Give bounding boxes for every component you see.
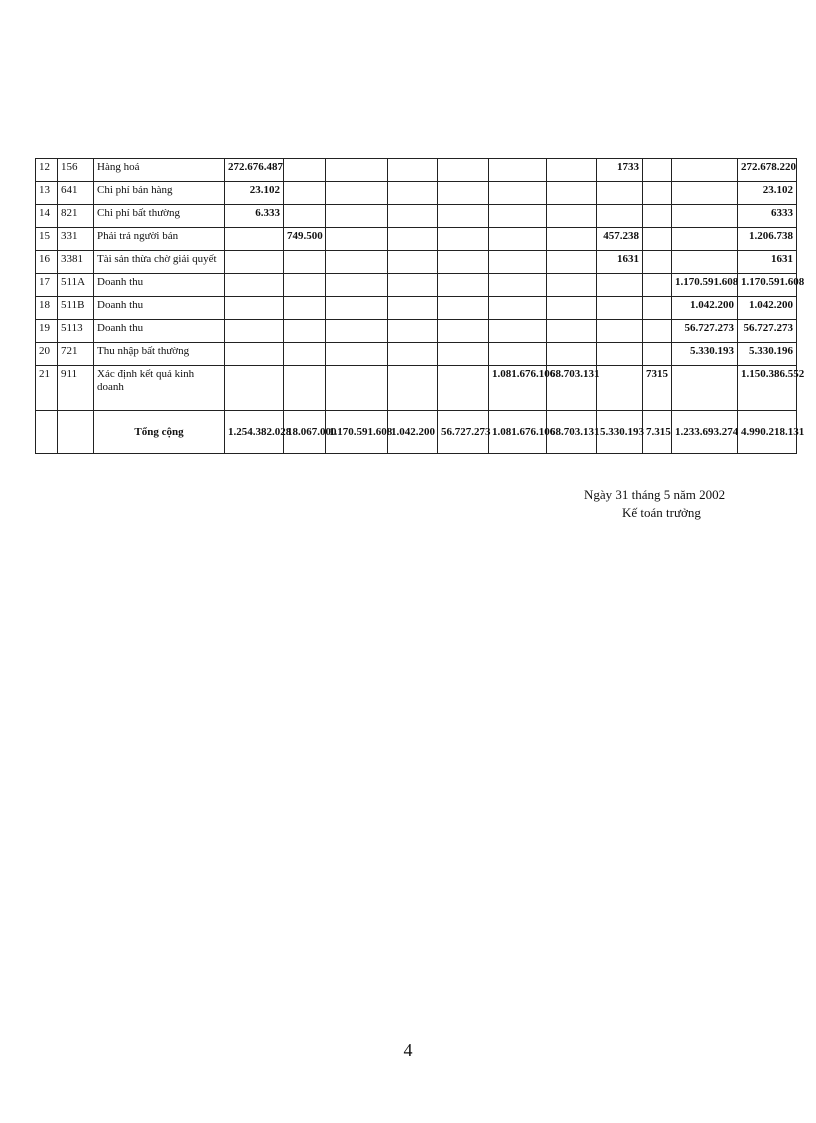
total-amount-cell: 1.081.676.106 [489, 411, 547, 454]
table-row [36, 205, 797, 228]
total-amount-cell: 1.233.693.274 [672, 411, 738, 454]
table-row [36, 251, 797, 274]
amount-cell [672, 182, 738, 205]
row-index-cell: 12 [36, 159, 58, 182]
ledger-body [36, 159, 805, 454]
amount-cell [284, 366, 326, 411]
amount-cell [597, 320, 643, 343]
amount-cell [438, 251, 489, 274]
amount-cell: 7315 [643, 366, 672, 411]
account-name-cell: Doanh thu [94, 320, 225, 343]
amount-cell [438, 320, 489, 343]
amount-cell [225, 297, 284, 320]
amount-cell [489, 297, 547, 320]
signature-block [584, 486, 725, 522]
account-code-cell: 5113 [58, 320, 94, 343]
table-row [36, 320, 797, 343]
amount-cell [489, 205, 547, 228]
amount-cell [643, 251, 672, 274]
amount-cell [438, 366, 489, 411]
amount-cell [225, 366, 284, 411]
amount-cell [672, 228, 738, 251]
signature-date: Ngày 31 tháng 5 năm 2002 [584, 487, 726, 502]
account-code-cell: 911 [58, 366, 94, 411]
amount-cell [388, 274, 438, 297]
amount-cell [326, 274, 388, 297]
account-name-cell: Xác định kết quả kinh doanh [94, 366, 225, 411]
amount-cell [388, 343, 438, 366]
amount-cell: 23.102 [225, 182, 284, 205]
empty-cell [58, 411, 94, 454]
amount-cell [284, 297, 326, 320]
amount-cell [326, 205, 388, 228]
amount-cell: 1631 [738, 251, 797, 274]
amount-cell: 56.727.273 [672, 320, 738, 343]
amount-cell [438, 205, 489, 228]
amount-cell: 1.206.738 [738, 228, 797, 251]
amount-cell [438, 159, 489, 182]
amount-cell [388, 297, 438, 320]
amount-cell: 23.102 [738, 182, 797, 205]
amount-cell: 1.042.200 [672, 297, 738, 320]
table-row [36, 366, 797, 411]
amount-cell: 68.703.131 [547, 366, 597, 411]
amount-cell [326, 159, 388, 182]
amount-cell [225, 251, 284, 274]
row-index-cell: 17 [36, 274, 58, 297]
amount-cell [643, 343, 672, 366]
amount-cell [643, 205, 672, 228]
amount-cell: 272.678.220 [738, 159, 797, 182]
amount-cell: 1733 [597, 159, 643, 182]
amount-cell: 1.150.386.552 [738, 366, 797, 411]
amount-cell [672, 366, 738, 411]
amount-cell: 6.333 [225, 205, 284, 228]
total-label-cell: Tổng cộng [94, 411, 225, 454]
table-row [36, 343, 797, 366]
amount-cell [643, 274, 672, 297]
row-index-cell: 14 [36, 205, 58, 228]
ledger-table [35, 158, 805, 454]
empty-cell [36, 411, 58, 454]
amount-cell [284, 251, 326, 274]
amount-cell [326, 228, 388, 251]
total-amount-cell: 1.170.591.608 [326, 411, 388, 454]
amount-cell [388, 228, 438, 251]
amount-cell [284, 182, 326, 205]
amount-cell [597, 343, 643, 366]
amount-cell [225, 320, 284, 343]
amount-cell: 6333 [738, 205, 797, 228]
amount-cell [643, 228, 672, 251]
amount-cell [547, 159, 597, 182]
account-name-cell: Phải trả người bán [94, 228, 225, 251]
amount-cell [597, 274, 643, 297]
amount-cell: 1.081.676.106 [489, 366, 547, 411]
table-row [36, 297, 797, 320]
total-amount-cell: 18.067.000 [284, 411, 326, 454]
amount-cell [326, 320, 388, 343]
amount-cell [284, 320, 326, 343]
table-row [36, 159, 797, 182]
amount-cell: 5.330.196 [738, 343, 797, 366]
row-index-cell: 21 [36, 366, 58, 411]
amount-cell: 1.170.591.608 [738, 274, 797, 297]
amount-cell [388, 182, 438, 205]
amount-cell [388, 159, 438, 182]
total-amount-cell: 5.330.193 [597, 411, 643, 454]
signature-title: Kế toán trưởng [622, 505, 701, 520]
amount-cell [438, 182, 489, 205]
row-index-cell: 15 [36, 228, 58, 251]
amount-cell [438, 297, 489, 320]
amount-cell [326, 251, 388, 274]
account-name-cell: Thu nhập bất thường [94, 343, 225, 366]
account-name-cell: Tài sản thừa chờ giải quyết [94, 251, 225, 274]
amount-cell [547, 251, 597, 274]
account-name-cell: Hàng hoá [94, 159, 225, 182]
amount-cell [597, 205, 643, 228]
amount-cell: 272.676.487 [225, 159, 284, 182]
account-code-cell: 821 [58, 205, 94, 228]
account-code-cell: 511A [58, 274, 94, 297]
amount-cell [672, 159, 738, 182]
amount-cell [489, 320, 547, 343]
row-index-cell: 16 [36, 251, 58, 274]
amount-cell [326, 366, 388, 411]
amount-cell: 1.042.200 [738, 297, 797, 320]
amount-cell [643, 297, 672, 320]
table-row [36, 228, 797, 251]
amount-cell: 1.170.591.608 [672, 274, 738, 297]
account-code-cell: 721 [58, 343, 94, 366]
row-index-cell: 20 [36, 343, 58, 366]
amount-cell [388, 251, 438, 274]
total-amount-cell: 68.703.131 [547, 411, 597, 454]
account-code-cell: 331 [58, 228, 94, 251]
total-amount-cell: 4.990.218.131 [738, 411, 797, 454]
amount-cell [643, 159, 672, 182]
account-code-cell: 156 [58, 159, 94, 182]
amount-cell [643, 320, 672, 343]
amount-cell [284, 159, 326, 182]
total-amount-cell: 56.727.273 [438, 411, 489, 454]
amount-cell [489, 251, 547, 274]
amount-cell [225, 274, 284, 297]
row-index-cell: 18 [36, 297, 58, 320]
amount-cell [388, 320, 438, 343]
amount-cell [489, 159, 547, 182]
amount-cell [438, 274, 489, 297]
amount-cell [672, 205, 738, 228]
account-code-cell: 641 [58, 182, 94, 205]
amount-cell [326, 182, 388, 205]
amount-cell [489, 228, 547, 251]
amount-cell [547, 320, 597, 343]
row-index-cell: 13 [36, 182, 58, 205]
amount-cell [284, 205, 326, 228]
total-amount-cell: 1.254.382.028 [225, 411, 284, 454]
amount-cell [388, 366, 438, 411]
total-amount-cell: 1.042.200 [388, 411, 438, 454]
page-number: 4 [403, 1040, 413, 1060]
amount-cell [489, 182, 547, 205]
table-row [36, 182, 797, 205]
amount-cell [547, 297, 597, 320]
amount-cell [547, 228, 597, 251]
table-row [36, 274, 797, 297]
amount-cell: 56.727.273 [738, 320, 797, 343]
amount-cell [326, 343, 388, 366]
amount-cell [597, 182, 643, 205]
total-amount-cell: 7.315 [643, 411, 672, 454]
amount-cell: 749.500 [284, 228, 326, 251]
account-name-cell: Doanh thu [94, 297, 225, 320]
amount-cell [438, 343, 489, 366]
amount-cell [284, 343, 326, 366]
amount-cell [326, 297, 388, 320]
amount-cell: 5.330.193 [672, 343, 738, 366]
amount-cell [547, 274, 597, 297]
amount-cell [597, 297, 643, 320]
total-row [36, 411, 797, 454]
amount-cell: 1631 [597, 251, 643, 274]
row-index-cell: 19 [36, 320, 58, 343]
amount-cell [547, 343, 597, 366]
account-code-cell: 3381 [58, 251, 94, 274]
amount-cell [388, 205, 438, 228]
amount-cell [547, 205, 597, 228]
amount-cell [597, 366, 643, 411]
amount-cell: 457.238 [597, 228, 643, 251]
amount-cell [225, 343, 284, 366]
account-name-cell: Chi phí bất thường [94, 205, 225, 228]
account-code-cell: 511B [58, 297, 94, 320]
account-name-cell: Chi phí bán hàng [94, 182, 225, 205]
amount-cell [672, 251, 738, 274]
amount-cell [225, 228, 284, 251]
amount-cell [643, 182, 672, 205]
account-name-cell: Doanh thu [94, 274, 225, 297]
amount-cell [489, 274, 547, 297]
amount-cell [438, 228, 489, 251]
amount-cell [284, 274, 326, 297]
amount-cell [489, 343, 547, 366]
amount-cell [547, 182, 597, 205]
